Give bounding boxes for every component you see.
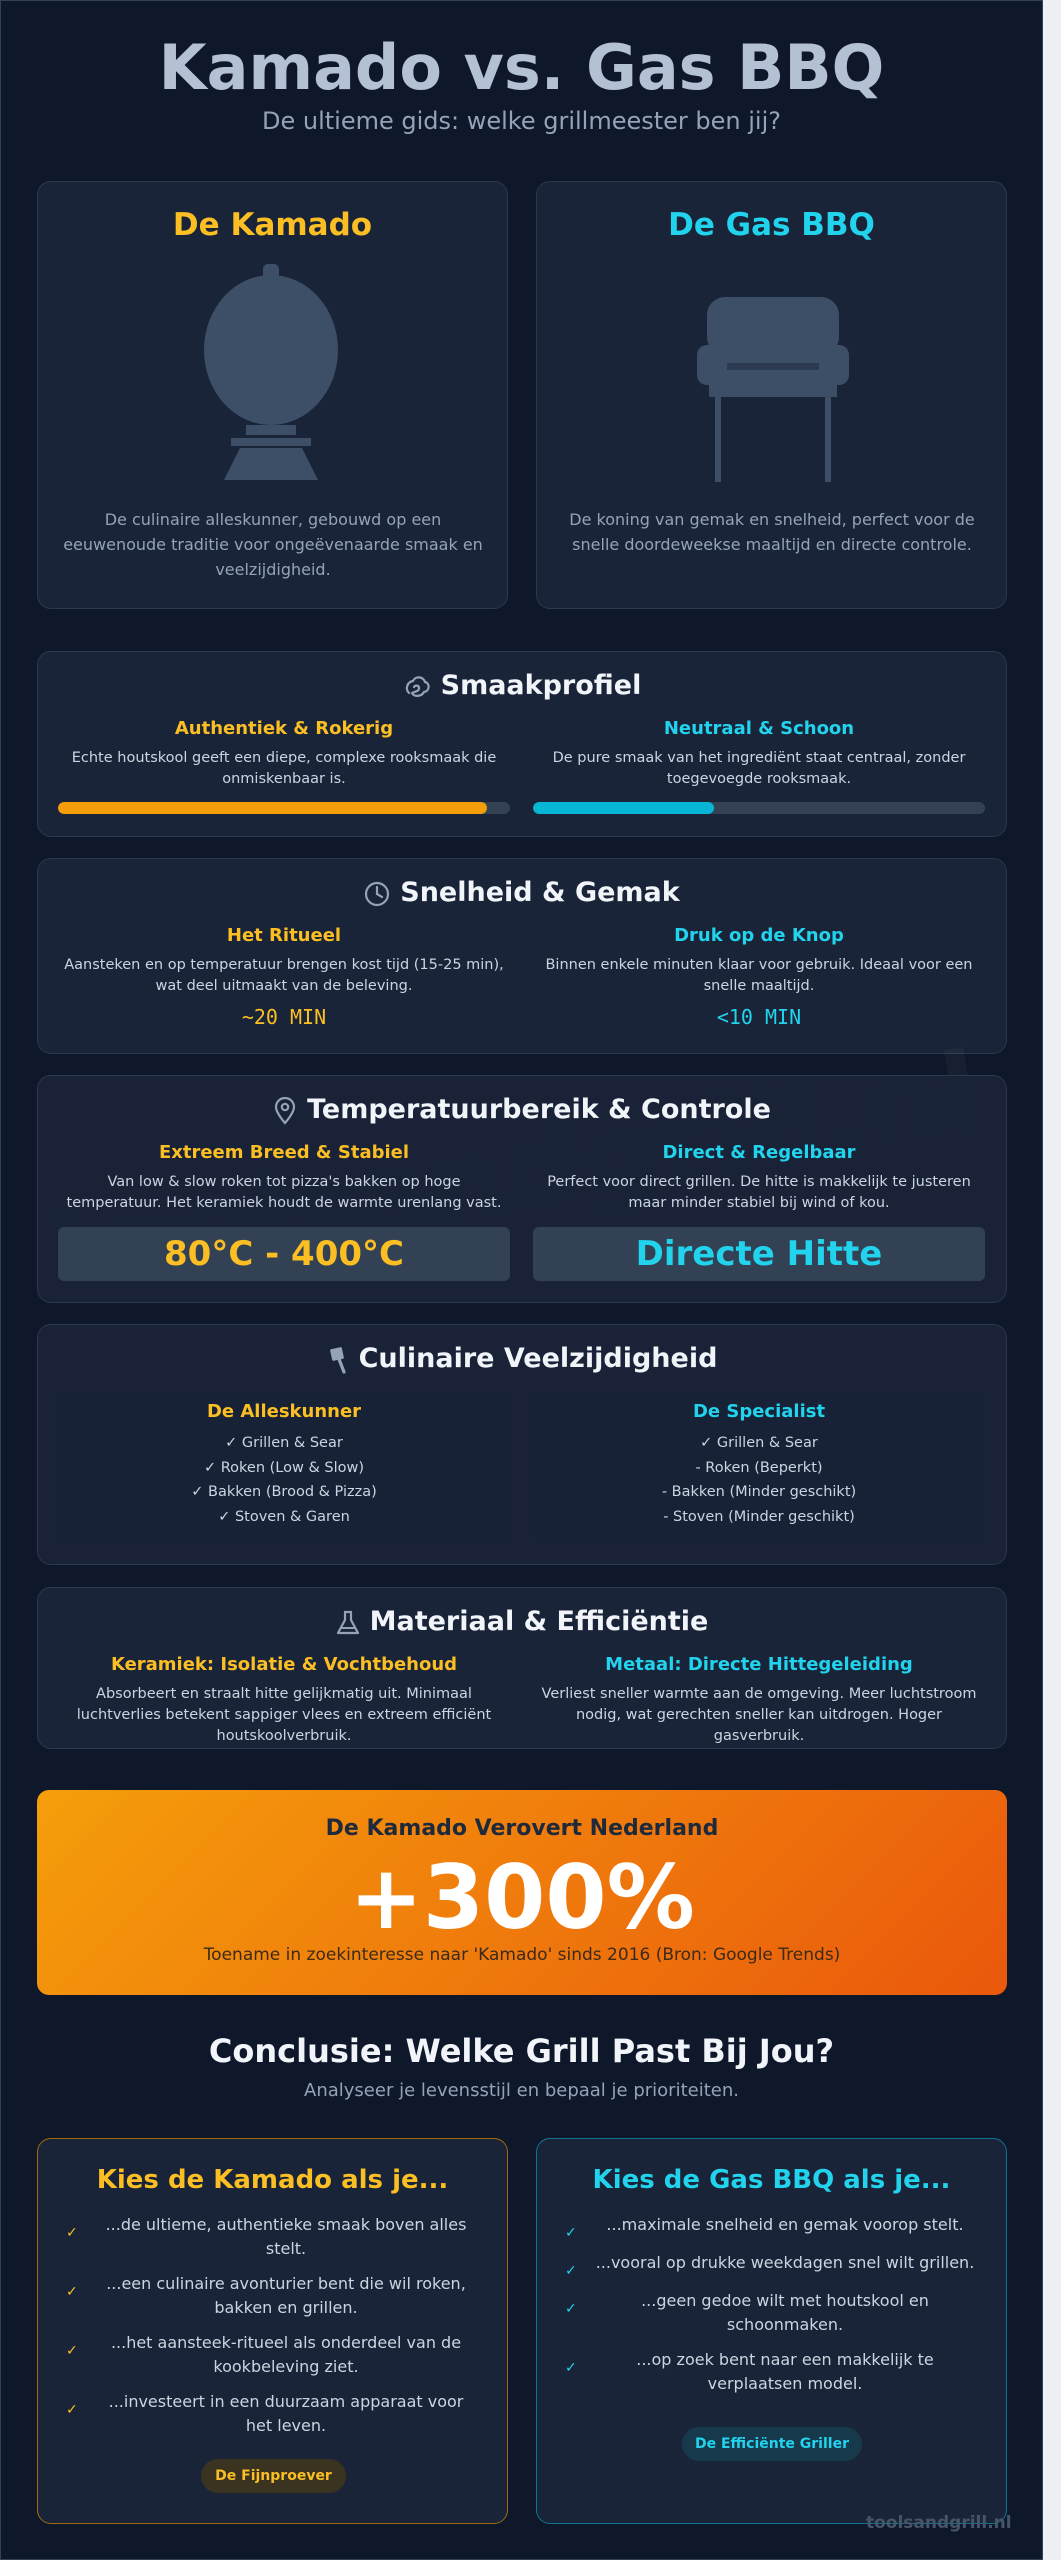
check-icon: ✓ [565,2263,577,2279]
conclusion-title: Conclusie: Welke Grill Past Bij Jou? [208,2032,835,2070]
gas-intro-description: De koning van gemak en snelheid, perfect voor de snelle doordeweekse maaltijd en directe controle. [569,510,975,554]
list-item-text: ...geen gedoe wilt met houtskool en schoonmaken. [641,2291,929,2334]
list-item: - Bakken (Minder geschikt) [661,1484,857,1500]
temperature-gas-heading: Direct & Regelbaar [662,1142,856,1163]
speed-section-title: Snelheid & Gemak [400,877,680,908]
check-icon: ✓ [66,2402,78,2418]
kamado-choice-card [37,2138,508,2524]
temperature-section-heading [38,1094,1006,1125]
taste-kamado-bar [58,802,510,814]
list-item-text: ...het aansteek-ritueel als onderdeel van de kookbeleving ziet. [110,2333,462,2376]
kamado-intro-description: De culinaire alleskunner, gebouwd op een eeuwenoude traditie voor ongeëvenaarde smaak en veelzijdigheid. [63,510,483,579]
gas-choice-list [565,2213,985,2396]
stat-caption: Toename in zoekinteresse naar 'Kamado' sinds 2016 (Bron: Google Trends) [203,1945,841,1965]
speed-gas-text: Binnen enkele minuten klaar voor gebruik. Ideaal voor een snelle maaltijd. [545,957,973,994]
taste-gas-bar-fill [533,802,714,814]
list-item-text: ...vooral op drukke weekdagen snel wilt grillen. [595,2253,975,2272]
check-icon: ✓ [565,2301,577,2317]
smoke-swirl-icon [403,673,431,701]
temperature-gas-value: Directe Hitte [533,1227,985,1281]
temperature-kamado-value: 80°C - 400°C [58,1227,510,1281]
material-kamado-heading: Keramiek: Isolatie & Vochtbehoud [110,1654,458,1675]
list-item: - Stoven (Minder geschikt) [663,1508,855,1525]
gas-choice-card [536,2138,1007,2524]
kamado-choice-heading: Kies de Kamado als je... [96,2165,449,2195]
check-icon: ✓ [66,2343,78,2359]
material-gas-text: Verliest sneller warmte aan de omgeving. Meer luchtstroom nodig, wat gerechten sneller kan uitdrogen. Hoger gasverbruik. [541,1686,977,1744]
material-section-heading [38,1606,1006,1637]
material-kamado-text: Absorbeert en straalt hitte gelijkmatig uit. Minimaal luchtverlies betekent sappiger vlees en extreem efficiënt houtskoolverbruik. [76,1686,492,1744]
speed-section-heading [38,877,1006,908]
list-item: ✓ Bakken (Brood & Pizza) [191,1484,377,1500]
conclusion-subtitle: Analyseer je levensstijl en bepaal je prioriteiten. [304,2080,739,2101]
kamado-intro-title: De Kamado [172,207,373,243]
versatility-gas-heading: De Specialist [692,1401,826,1422]
taste-gas-bar [533,802,985,814]
temperature-section-title: Temperatuurbereik & Controle [307,1094,771,1125]
list-item [66,2390,486,2438]
temperature-section [37,1075,1007,1303]
page-title: Kamado vs. Gas BBQ [158,31,885,104]
speed-section [37,858,1007,1054]
stat-value: +300% [349,1846,695,1949]
versatility-kamado-box [58,1391,510,1541]
taste-section [37,651,1007,837]
list-item [565,2251,985,2279]
check-icon: ✓ [66,2225,78,2241]
stat-title: De Kamado Verovert Nederland [325,1816,719,1841]
list-item [565,2348,985,2396]
check-icon: ✓ [565,2360,577,2376]
versatility-section-title: Culinaire Veelzijdigheid [358,1343,718,1374]
taste-kamado-heading: Authentiek & Rokerig [174,718,394,739]
list-item-text: ...maximale snelheid en gemak voorop stelt. [606,2215,964,2234]
kamado-badge: De Fijnproever [201,2459,346,2493]
temperature-kamado-text: Van low & slow roken tot pizza's bakken op hoge temperatuur. Het keramiek houdt de warmte urenlang vast. [66,1174,502,1211]
footer-brand: toolsandgrill.nl [866,2513,1012,2533]
speed-gas-heading: Druk op de Knop [674,925,844,946]
gas-choice-heading: Kies de Gas BBQ als je... [592,2165,951,2195]
gas-intro-card [536,181,1007,609]
versatility-gas-box [533,1391,985,1541]
speed-gas-time: <10 MIN [716,1005,802,1029]
versatility-gas-list [533,1431,985,1529]
gas-badge: De Efficiënte Griller [682,2427,862,2461]
list-item [66,2331,486,2379]
taste-kamado-text: Echte houtskool geeft een diepe, complexe rooksmaak die onmiskenbaar is. [71,750,497,787]
list-item [66,2272,486,2320]
versatility-kamado-heading: De Alleskunner [206,1401,362,1422]
list-item: - Roken (Beperkt) [695,1459,823,1476]
list-item: ✓ Grillen & Sear [225,1435,343,1451]
material-section-title: Materiaal & Efficiëntie [369,1606,709,1637]
spatula-icon [327,1346,349,1374]
check-icon: ✓ [565,2225,577,2241]
taste-kamado-bar-fill [58,802,487,814]
taste-gas-heading: Neutraal & Schoon [663,718,855,739]
stat-banner [37,1790,1007,1995]
taste-gas-text: De pure smaak van het ingrediënt staat centraal, zonder toegevoegde rooksmaak. [552,750,966,787]
list-item-text: ...op zoek bent naar een makkelijk te verplaatsen model. [636,2350,934,2393]
material-gas-heading: Metaal: Directe Hittegeleiding [605,1654,913,1675]
gas-grill-icon [697,297,849,482]
kamado-intro-card [37,181,508,609]
list-item: ✓ Stoven & Garen [218,1508,350,1525]
gas-intro-title: De Gas BBQ [668,207,875,243]
taste-section-title: Smaakprofiel [440,670,642,701]
versatility-section-heading [38,1343,1006,1374]
list-item [565,2213,985,2241]
location-pin-icon [273,1097,297,1125]
temperature-gas-text: Perfect voor direct grillen. De hitte is makkelijk te justeren maar minder stabiel bij wind of kou. [547,1174,971,1211]
list-item [565,2289,985,2337]
list-item-text: ...een culinaire avonturier bent die wil roken, bakken en grillen. [106,2274,466,2317]
check-icon: ✓ [66,2284,78,2300]
list-item: ✓ Grillen & Sear [700,1435,818,1451]
list-item-text: ...de ultieme, authentieke smaak boven alles stelt. [105,2215,467,2258]
list-item: ✓ Roken (Low & Slow) [203,1459,364,1476]
list-item-text: ...investeert in een duurzaam apparaat voor het leven. [108,2392,464,2435]
list-item [66,2213,486,2261]
versatility-section [37,1324,1007,1565]
page-subtitle: De ultieme gids: welke grillmeester ben jij? [262,107,781,135]
taste-section-heading [38,670,1006,701]
clock-icon [364,881,390,907]
flask-icon [336,1610,360,1636]
material-section [37,1587,1007,1749]
speed-kamado-time: ~20 MIN [241,1005,327,1029]
kamado-choice-list [66,2213,486,2438]
kamado-grill-icon [203,262,343,482]
speed-kamado-heading: Het Ritueel [226,925,342,946]
temperature-kamado-heading: Extreem Breed & Stabiel [158,1142,410,1163]
versatility-kamado-list [58,1431,510,1529]
speed-kamado-text: Aansteken en op temperatuur brengen kost tijd (15-25 min), wat deel uitmaakt van de beleving. [64,957,504,994]
